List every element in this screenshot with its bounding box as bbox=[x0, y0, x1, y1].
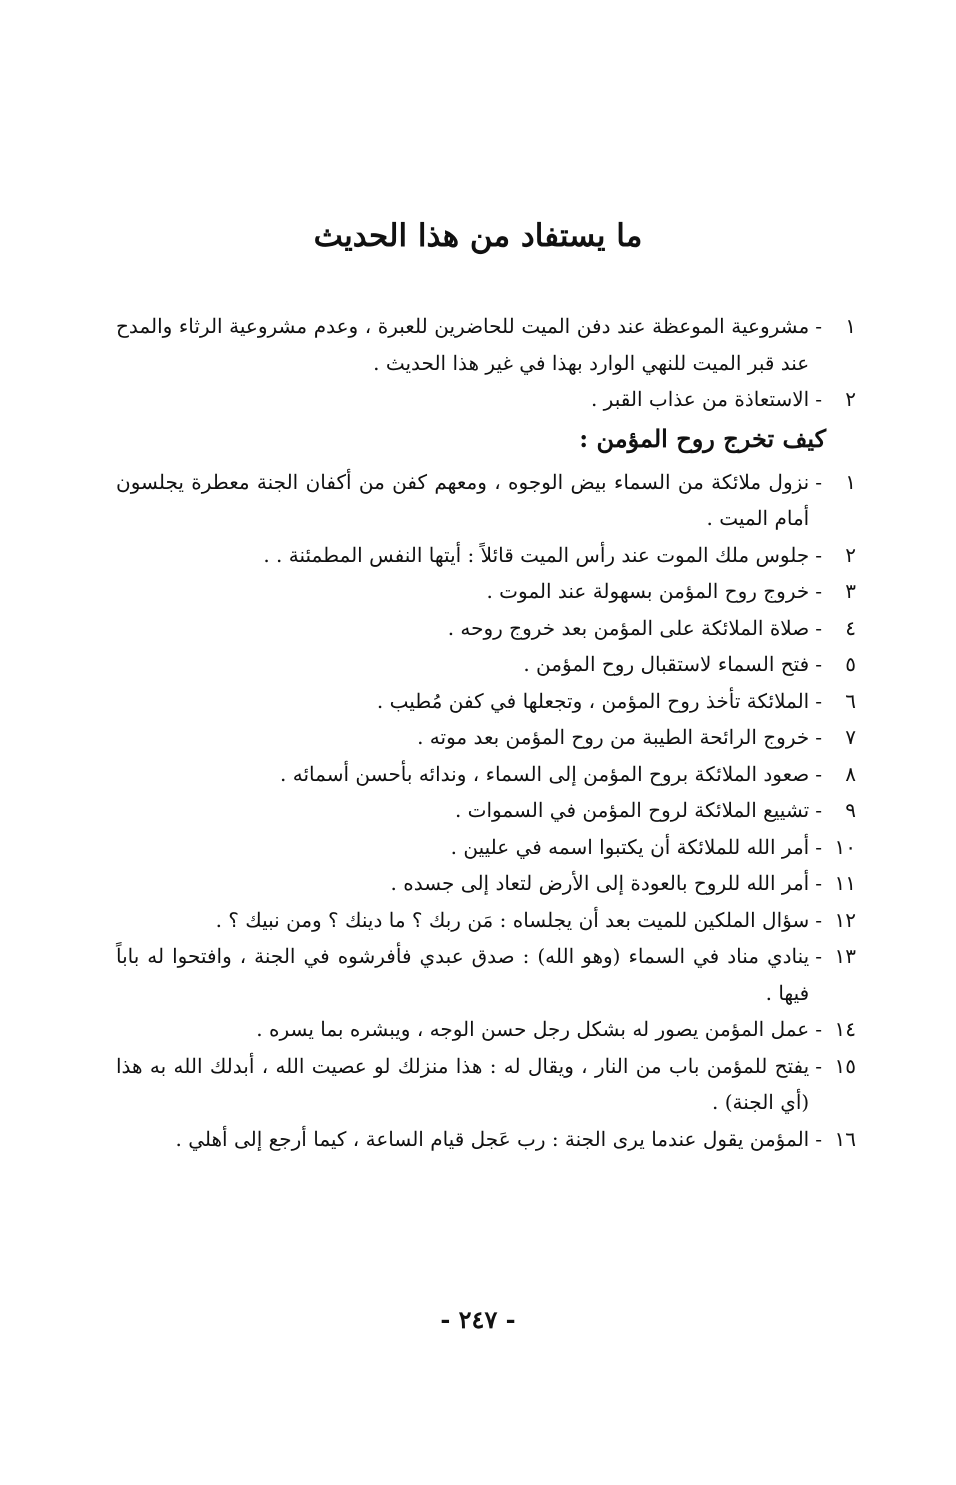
item-dash: - bbox=[815, 688, 822, 713]
item-dash: - bbox=[815, 761, 822, 786]
list-item bbox=[116, 683, 856, 720]
item-number: ٨ bbox=[845, 761, 856, 786]
item-text: سؤال الملكين للميت بعد أن يجلساه : مَن ربك ؟ ما دينك ؟ ومن نبيك ؟ . bbox=[215, 907, 810, 932]
item-number: ١١ bbox=[834, 871, 856, 895]
list-item bbox=[116, 537, 856, 574]
item-text: عمل المؤمن يصور له بشكل رجل حسن الوجه ، ويبشره بما يسره . bbox=[256, 1017, 810, 1041]
item-text: تشييع الملائكة لروح المؤمن في السموات . bbox=[454, 798, 810, 822]
steps-list bbox=[116, 464, 856, 1158]
list-item bbox=[116, 381, 856, 418]
item-dash: - bbox=[815, 798, 822, 822]
item-text: الاستعاذة من عذاب القبر . bbox=[590, 387, 810, 411]
list-item bbox=[116, 865, 856, 902]
item-dash: - bbox=[815, 387, 822, 411]
section-heading: كيف تخرج روح المؤمن : bbox=[579, 423, 826, 453]
item-number: ١٢ bbox=[834, 907, 856, 932]
list-item bbox=[116, 1121, 856, 1158]
item-dash: - bbox=[815, 652, 822, 676]
list-item bbox=[116, 1011, 856, 1048]
item-number: ١٤ bbox=[834, 1017, 856, 1041]
item-number: ٢ bbox=[845, 542, 856, 567]
list-item bbox=[116, 646, 856, 683]
item-number: ١٣ bbox=[834, 944, 856, 968]
page-number: - ٢٤٧ - bbox=[440, 1305, 516, 1334]
item-dash: - bbox=[815, 1053, 822, 1078]
item-text: خروج الرائحة الطيبة من روح المؤمن بعد موته . bbox=[417, 725, 810, 749]
list-item bbox=[116, 902, 856, 939]
item-dash: - bbox=[815, 314, 822, 338]
item-number: ٧ bbox=[845, 725, 856, 749]
page-title: ما يستفاد من هذا الحديث bbox=[313, 218, 643, 254]
list-item bbox=[116, 938, 856, 1011]
item-text: المؤمن يقول عندما يرى الجنة : رب عَجل قيام الساعة ، كيما أرجع إلى أهلي . bbox=[175, 1126, 810, 1151]
item-dash: - bbox=[815, 834, 822, 859]
item-dash: - bbox=[815, 725, 822, 749]
item-number: ٢ bbox=[845, 387, 856, 411]
item-number: ١٠ bbox=[834, 834, 856, 859]
item-number: ٦ bbox=[845, 688, 856, 713]
item-text: ينادي مناد في السماء (وهو الله) : صدق عبدي فأفرشوه في الجنة ، وافتحوا له باباً فيها . bbox=[116, 944, 810, 1005]
item-number: ٣ bbox=[845, 579, 856, 603]
list-item bbox=[116, 829, 856, 866]
item-text: نزول ملائكة من السماء بيض الوجوه ، ومعهم كفن من أكفان الجنة معطرة يجلسون أمام الميت . bbox=[116, 469, 810, 530]
item-text: الملائكة تأخذ روح المؤمن ، وتجعلها في كفن مُطيب . bbox=[376, 688, 810, 713]
item-text: يفتح للمؤمن باب من النار ، ويقال له : هذا منزلك لو عصيت الله ، أبدلك الله به هذا (أي الجنة) . bbox=[116, 1053, 810, 1114]
item-number: ٤ bbox=[845, 615, 856, 640]
item-text: جلوس ملك الموت عند رأس الميت قائلاً : أيتها النفس المطمئنة . . bbox=[263, 542, 810, 567]
item-dash: - bbox=[815, 579, 822, 603]
item-text: صلاة الملائكة على المؤمن بعد خروج روحه . bbox=[447, 615, 810, 640]
list-item bbox=[116, 792, 856, 829]
list-item bbox=[116, 308, 856, 381]
list-item bbox=[116, 573, 856, 610]
item-number: ١ bbox=[845, 314, 856, 338]
item-text: أمر الله للروح بالعودة إلى الأرض لتعاد إلى جسده . bbox=[390, 871, 810, 895]
item-text: أمر الله للملائكة أن يكتبوا اسمه في عليين . bbox=[450, 834, 810, 859]
benefits-list bbox=[116, 308, 856, 418]
item-dash: - bbox=[815, 944, 822, 968]
list-item bbox=[116, 719, 856, 756]
item-dash: - bbox=[815, 542, 822, 567]
item-number: ١٦ bbox=[834, 1126, 856, 1151]
item-dash: - bbox=[815, 871, 822, 895]
list-item bbox=[116, 610, 856, 647]
main-content bbox=[116, 308, 856, 1157]
item-text: مشروعية الموعظة عند دفن الميت للحاضرين للعبرة ، وعدم مشروعية الرثاء والمدح عند قبر الميت للنهي الوارد بهذا في غير هذا الحديث . bbox=[116, 314, 810, 375]
list-item bbox=[116, 1048, 856, 1121]
item-dash: - bbox=[815, 615, 822, 640]
list-item bbox=[116, 756, 856, 793]
item-dash: - bbox=[815, 469, 822, 494]
item-text: فتح السماء لاستقبال روح المؤمن . bbox=[523, 652, 810, 676]
item-text: صعود الملائكة بروح المؤمن إلى السماء ، وندائه بأحسن أسمائه . bbox=[280, 761, 810, 786]
item-number: ٥ bbox=[845, 652, 856, 676]
item-dash: - bbox=[815, 1126, 822, 1151]
list-item bbox=[116, 464, 856, 537]
item-number: ١ bbox=[845, 469, 856, 494]
item-number: ١٥ bbox=[834, 1053, 856, 1078]
item-dash: - bbox=[815, 907, 822, 932]
item-text: خروج روح المؤمن بسهولة عند الموت . bbox=[486, 579, 810, 603]
item-dash: - bbox=[815, 1017, 822, 1041]
item-number: ٩ bbox=[845, 798, 856, 822]
